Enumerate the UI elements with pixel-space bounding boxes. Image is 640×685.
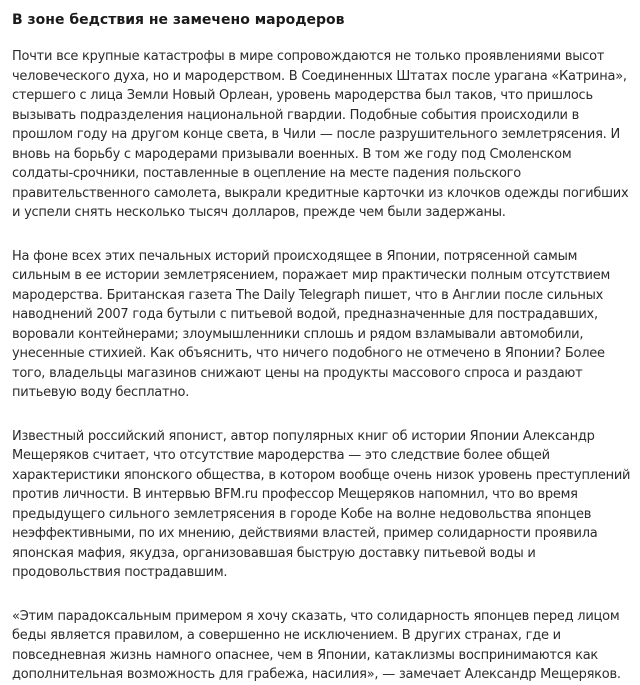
article-paragraph-3: Известный российский японист, автор популярных книг об истории Японии Александр Мещеряков считает, что отсутствие мародерства — это следствие более общей характеристики японского общества, в котором вообще очень низок уровень преступлений против личности. В интервью BFM.ru профессор Мещеряков напомнил, что во время предыдущего сильного землетрясения в городе Кобе на волне недовольства японцев неэффективными, по их мнению, действиями властей, пример солидарности проявила японская мафия, якудза, организовавшая быструю доставку питьевой воды и продовольствия пострадавшим. xyxy=(12,428,631,580)
article-paragraph-1: Почти все крупные катастрофы в мире сопровождаются не только проявлениями высот человеческого духа, но и мародерством. В Соединенных Штатах после урагана «Катрина», стершего с лица Земли Новый Орлеан, уровень мародерства был таков, что пришлось вызывать подразделения национальной гвардии. Подобные события происходили в прошлом году на другом конце света, в Чили — после разрушительного землетрясения. И вновь на борьбу с мародерами призывали военных. В том же году под Смоленском солдаты-срочники, поставленные в оцепление на месте падения польского правительственного самолета, выкрали кредитные карточки из клочков одежды погибших и успели снять несколько тысяч долларов, прежде чем были задержаны. xyxy=(12,49,629,220)
article-paragraph-4: «Этим парадоксальным примером я хочу сказать, что солидарность японцев перед лицом беды является правилом, а совершенно не исключением. В других странах, где и повседневная жизнь намного опаснее, чем в Японии, катаклизмы воспринимаются как дополнительная возможность для грабежа, насилия», — замечает Александр Мещеряков. xyxy=(12,608,621,682)
article-paragraph-2: На фоне всех этих печальных историй происходящее в Японии, потрясенной самым сильным в ее истории землетрясением, поражает мир практически полным отсутствием мародерства. Британская газета The Daily Telegraph пишет, что в Англии после сильных наводнений 2007 года бутыли с питьевой водой, предназначенные для пострадавших, воровали контейнерами; злоумышленники сплошь и рядом взламывали автомобили, унесенные стихией. Как объяснить, что ничего подобного не отмечено в Японии? Более того, владельцы магазинов снижают цены на продукты массового спроса и раздают питьевую воду бесплатно. xyxy=(12,248,611,400)
article-title: В зоне бедствия не замечено мародеров xyxy=(12,12,345,28)
